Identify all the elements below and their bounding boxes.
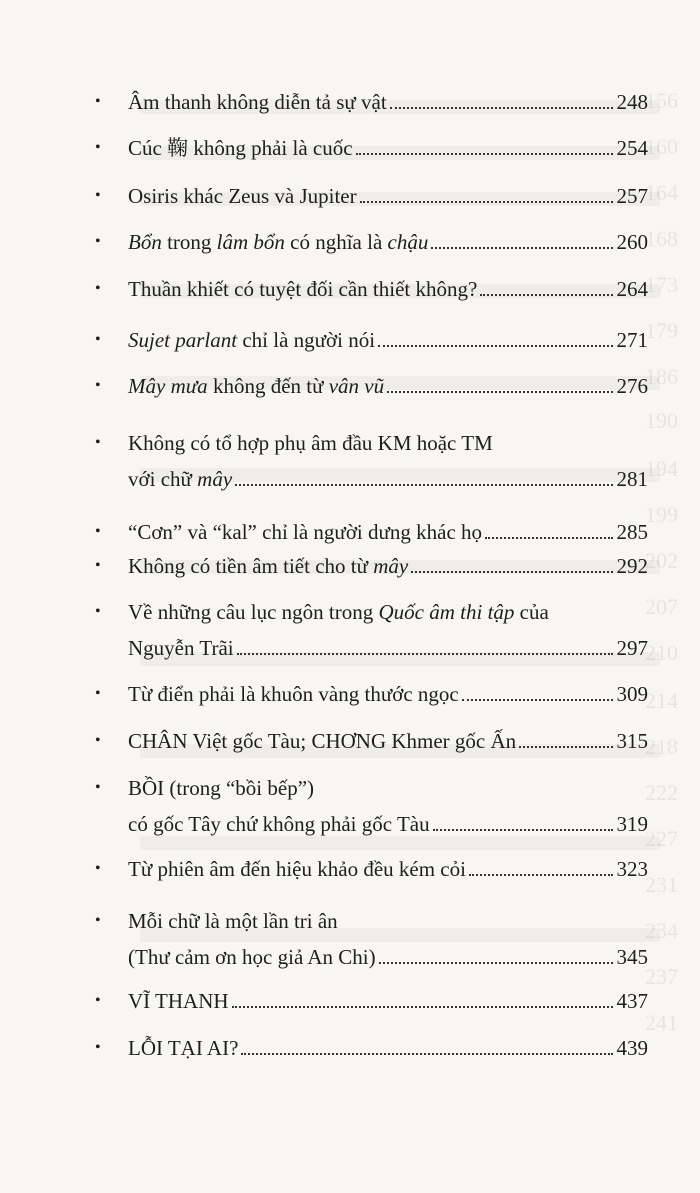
toc-entry-title: Sujet parlant chỉ là người nói (128, 328, 376, 352)
bullet-icon: • (95, 233, 101, 250)
toc-entry-title: Thuần khiết có tuyệt đối cần thiết không? (128, 277, 478, 301)
toc-page-number: 285 (616, 520, 648, 544)
bullet-icon: • (95, 603, 101, 620)
toc-page-number: 271 (616, 328, 648, 352)
dot-leader (360, 201, 613, 203)
bullet-icon: • (95, 685, 101, 702)
dot-leader (433, 829, 613, 831)
toc-page-number: 315 (616, 729, 648, 753)
toc-page-number: 257 (616, 184, 648, 208)
bullet-icon: • (95, 93, 101, 110)
toc-page-number: 248 (616, 90, 648, 114)
dot-leader (232, 1006, 613, 1008)
bullet-icon: • (95, 377, 101, 394)
bullet-icon: • (95, 187, 101, 204)
bullet-icon: • (95, 912, 101, 929)
bullet-icon: • (95, 732, 101, 749)
dot-leader (390, 107, 613, 109)
dot-leader (485, 537, 612, 539)
toc-entry-title: LỖI TẠI AI? (128, 1036, 239, 1060)
toc-entry-title-line1: Mỗi chữ là một lần tri ân (128, 909, 338, 933)
dot-leader (411, 571, 612, 573)
toc-entry-title: Cúc 鞠 không phải là cuốc (128, 136, 353, 160)
toc-entry-title-line2: (Thư cảm ơn học giả An Chi) (128, 945, 376, 969)
toc-page-number: 345 (616, 945, 648, 969)
toc-entry-title: Âm thanh không diễn tả sự vật (128, 90, 387, 114)
bullet-icon: • (95, 434, 101, 451)
toc-page-number: 292 (616, 554, 648, 578)
toc-entry-title: VĨ THANH (128, 989, 229, 1013)
bullet-icon: • (95, 1039, 101, 1056)
toc-entry-title: Bổn trong lâm bổn có nghĩa là chậu (128, 230, 429, 254)
dot-leader (356, 153, 613, 155)
toc-entry-title: Từ điển phải là khuôn vàng thước ngọc (128, 682, 459, 706)
dot-leader (237, 653, 613, 655)
toc-page-number: 264 (616, 277, 648, 301)
bullet-icon: • (95, 779, 101, 796)
bullet-icon: • (95, 139, 101, 156)
toc-entry-title-line1: Không có tổ hợp phụ âm đầu KM hoặc TM (128, 431, 493, 455)
dot-leader (235, 484, 612, 486)
toc-page-number: 254 (616, 136, 648, 160)
toc-page-number: 281 (616, 467, 648, 491)
bullet-icon: • (95, 280, 101, 297)
dot-leader (387, 391, 612, 393)
dot-leader (480, 294, 612, 296)
dot-leader (241, 1053, 612, 1055)
toc-entry-title: Osiris khác Zeus và Jupiter (128, 184, 357, 208)
toc-entry-title: “Cơn” và “kal” chỉ là người dưng khác họ (128, 520, 483, 544)
toc-page-number: 319 (616, 812, 648, 836)
dot-leader (379, 962, 613, 964)
toc-page-number: 323 (616, 857, 648, 881)
toc-entry-title-line2: Nguyễn Trãi (128, 636, 234, 660)
toc-page-number: 439 (616, 1036, 648, 1060)
toc-entry-title-line2: với chữ mây (128, 467, 233, 491)
toc-entry-title: CHÂN Việt gốc Tàu; CHƠNG Khmer gốc Ấn (128, 729, 517, 753)
toc-entry-title-line1: BỒI (trong “bồi bếp”) (128, 776, 315, 800)
bullet-icon: • (95, 860, 101, 877)
dot-leader (519, 746, 612, 748)
toc-page-number: 260 (616, 230, 648, 254)
toc-entry-title-line1: Về những câu lục ngôn trong Quốc âm thi tập của (128, 600, 549, 624)
toc-page-number: 437 (616, 989, 648, 1013)
dot-leader (469, 874, 613, 876)
toc-entry-title: Không có tiền âm tiết cho từ mây (128, 554, 409, 578)
toc-page-number: 276 (616, 374, 648, 398)
toc-entry-title: Mây mưa không đến từ vân vũ (128, 374, 385, 398)
toc-page-number: 309 (616, 682, 648, 706)
toc-entry-title-line2: có gốc Tây chứ không phải gốc Tàu (128, 812, 430, 836)
toc-page-number: 297 (616, 636, 648, 660)
bullet-icon: • (95, 992, 101, 1009)
bullet-icon: • (95, 557, 101, 574)
bullet-icon: • (95, 523, 101, 540)
toc-entry-title: Từ phiên âm đến hiệu khảo đều kém cỏi (128, 857, 466, 881)
dot-leader (462, 699, 613, 701)
dot-leader (378, 345, 612, 347)
dot-leader (431, 247, 612, 249)
show-through-background: 156 160 164 168 173 179 186 190 194 199 202 207 210 214 218 222 227 231 234 237 241 (0, 0, 700, 1193)
bullet-icon: • (95, 331, 101, 348)
